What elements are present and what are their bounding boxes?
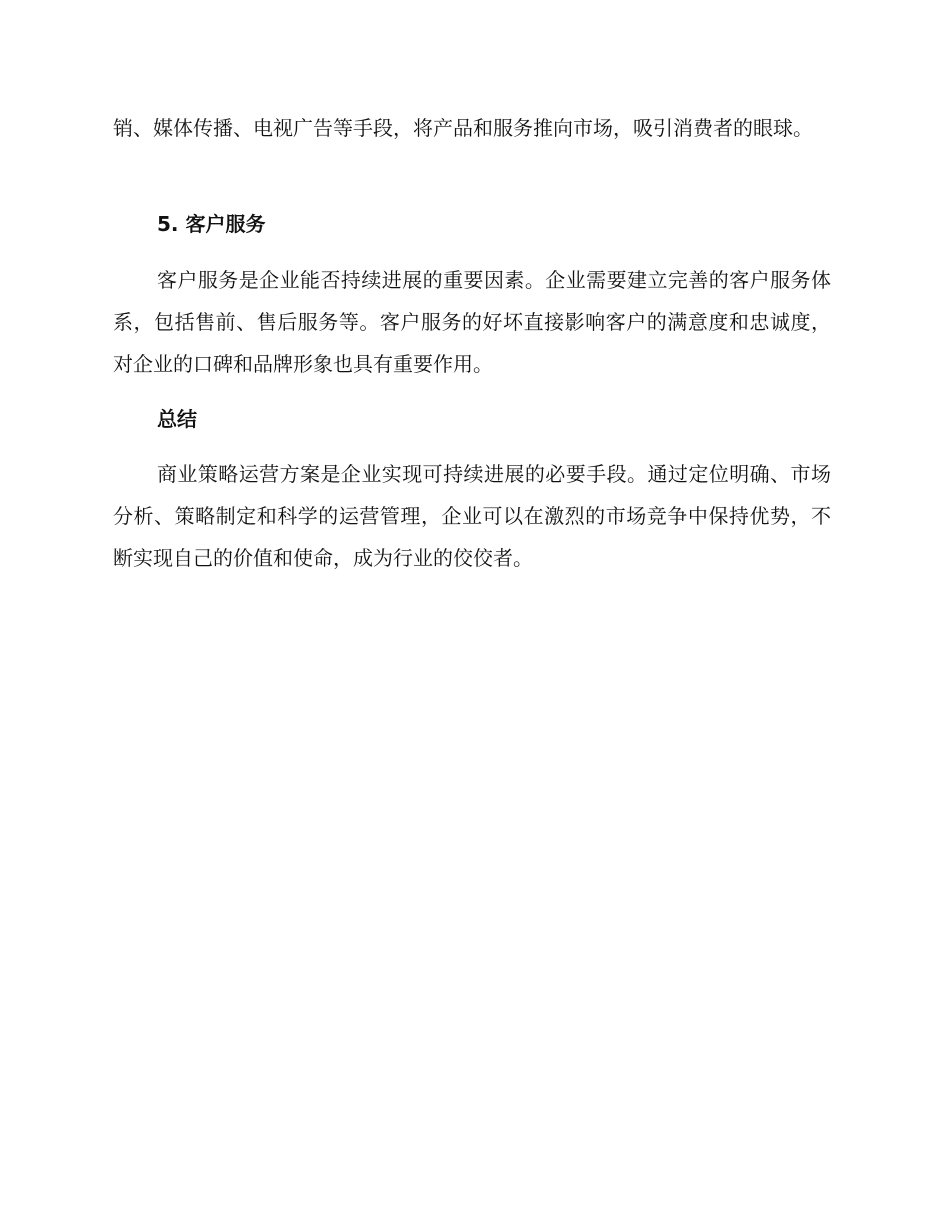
section-heading-summary: 总结 — [157, 407, 197, 431]
customer-service-paragraph: 客户服务是企业能否持续进展的重要因素。企业需要建立完善的客户服务体系，包括售前、售后服务等。客户服务的好坏直接影响客户的满意度和忠诚度，对企业的口碑和品牌形象也具有重要作用。 — [113, 268, 831, 376]
section-heading-customer-service: 5. 客户服务 — [157, 212, 266, 236]
continued-paragraph: 销、媒体传播、电视广告等手段，将产品和服务推向市场，吸引消费者的眼球。 — [113, 116, 813, 140]
summary-paragraph: 商业策略运营方案是企业实现可持续进展的必要手段。通过定位明确、市场分析、策略制定和科学的运营管理，企业可以在激烈的市场竞争中保持优势，不断实现自己的价值和使命，成为行业的佼佼者。 — [113, 462, 831, 570]
